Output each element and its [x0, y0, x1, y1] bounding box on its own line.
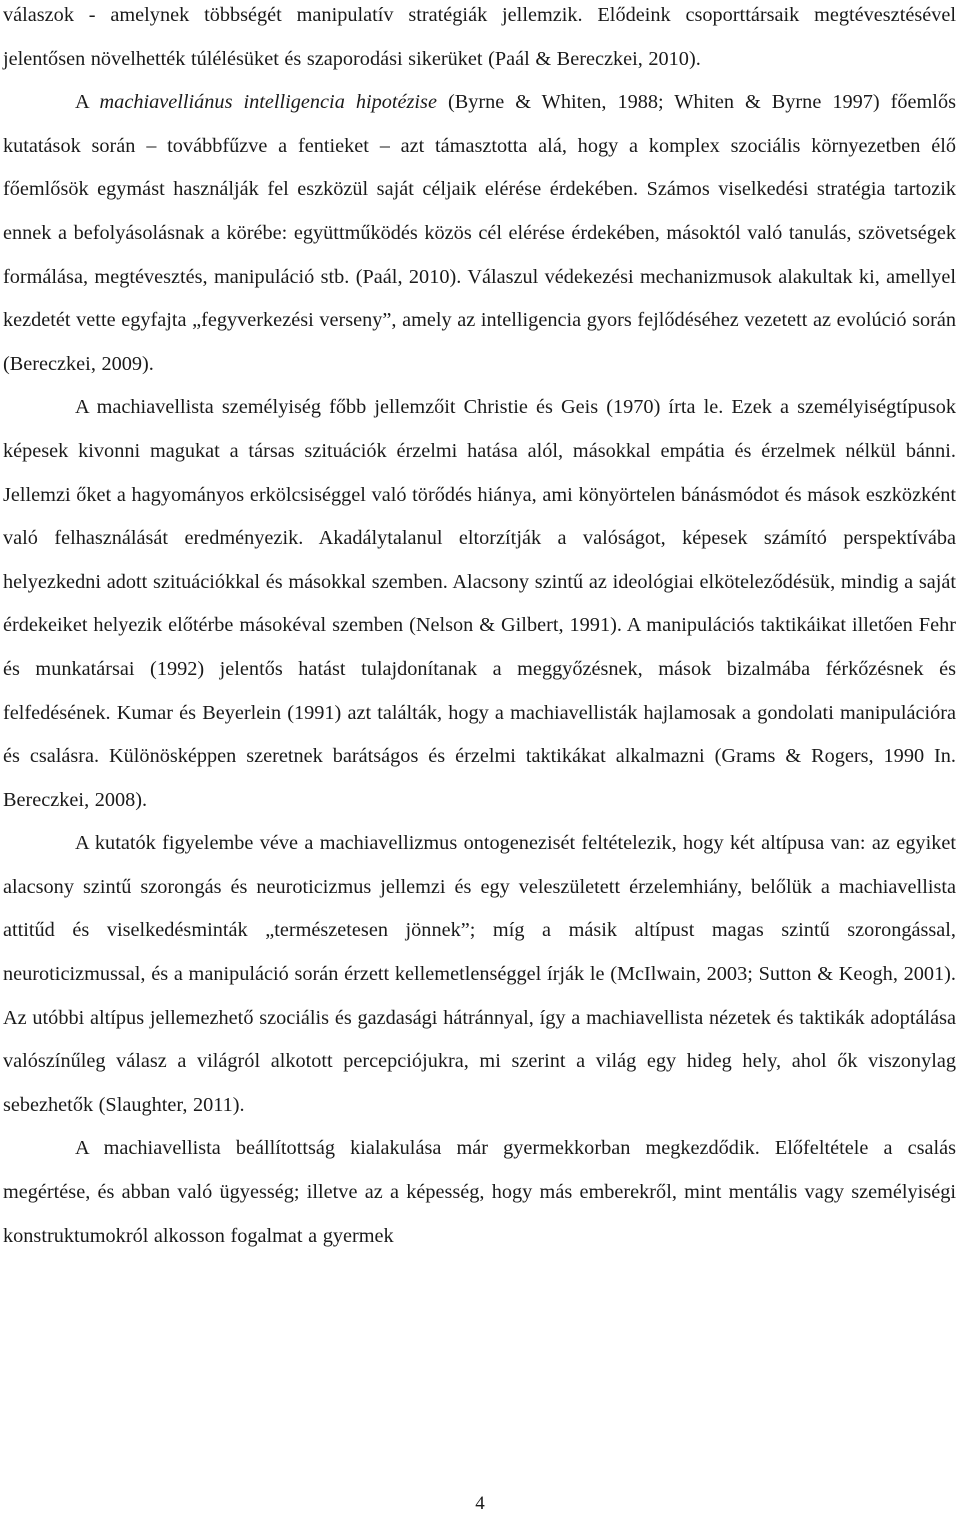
- paragraph-text: A kutatók figyelembe véve a machiavellizmus ontogenezisét feltételezik, hogy két altípusa van: az egyiket alacsony szintű szorongás és neuroticizmus jellemzi és egy veleszületett érzelemhiány, belőlük a machiavellista attitűd és viselkedésminták „természetesen jönnek”; míg a másik altípust magas szintű szorongással, neuroticizmussal, és a manipuláció során érzett kellemetlenséggel írják le (McIlwain, 2003; Sutton & Keogh, 2001). Az utóbbi altípus jellemezhető szociális és gazdasági hátránnyal, így a machiavellista nézetek és taktikák adoptálása valószínűleg válasz a világról alkotott percepciójukra, mi szerint a világ egy hideg hely, ahol ők viszonylag sebezhetők (Slaughter, 2011).: [3, 832, 956, 1116]
- paragraph-text: válaszok - amelynek többségét manipulatív stratégiák jellemzik. Elődeink csoporttársaik megtévesztésével jelentősen növelhették túlélésüket és szaporodási sikerüket (Paál & Bereczkei, 2010).: [3, 4, 956, 70]
- paragraph-3: [3, 386, 956, 822]
- paragraph-5: [3, 1127, 956, 1258]
- paragraph-1: [3, 0, 956, 81]
- paragraph-text: A machiavellista személyiség főbb jellemzőit Christie és Geis (1970) írta le. Ezek a személyiségtípusok képesek kivonni magukat a társas szituációk érzelmi hatása alól, másokkal empátia és érzelmek nélkül bánni. Jellemzi őket a hagyományos erkölcsiséggel való törődés hiánya, ami könyörtelen bánásmódot és mások eszközként való felhasználását eredményezik. Akadálytalanul eltorzítják a valóságot, képesek számító perspektívába helyezkedni adott szituációkkal és másokkal szemben. Alacsony szintű az ideológiai elköteleződésük, mindig a saját érdekeiket helyezik előtérbe másokéval szemben (Nelson & Gilbert, 1991). A manipulációs taktikáikat illetően Fehr és munkatársai (1992) jelentős hatást tulajdonítanak a meggyőzésnek, mások bizalmába férkőzésnek és felfedésének. Kumar és Beyerlein (1991) azt találták, hogy a machiavellisták hajlamosak a gondolati manipulációra és csalásra. Különösképpen szeretnek barátságos és érzelmi taktikákat alkalmazni (Grams & Rogers, 1990 In. Bereczkei, 2008).: [3, 396, 956, 811]
- document-page: [3, 0, 956, 1258]
- paragraph-text: (Byrne & Whiten, 1988; Whiten & Byrne 1997) főemlős kutatások során ⎯ továbbfűzve a fentieket ⎯ azt támasztotta alá, hogy a komplex szociális környezetben élő főemlősök egymást használják fel eszközül saját céljaik elérése érdekében. Számos viselkedési stratégia tartozik ennek a befolyásolásnak a körébe: együttműködés közös cél elérése érdekében, másoktól való tanulás, szövetségek formálása, megtévesztés, manipuláció stb. (Paál, 2010). Válaszul védekezési mechanizmusok alakultak ki, amellyel kezdetét vette egyfajta „fegyverkezési verseny”, amely az intelligencia gyors fejlődéséhez vezetett az evolúció során (Bereczkei, 2009).: [3, 91, 956, 375]
- paragraph-4: [3, 822, 956, 1127]
- paragraph-text: A: [75, 91, 100, 114]
- page-number: 4: [475, 1493, 485, 1514]
- paragraph-text: A machiavellista beállítottság kialakulása már gyermekkorban megkezdődik. Előfeltétele a csalás megértése, és abban való ügyesség; illetve az a képesség, hogy más emberekről, mint mentális vagy személyiségi konstruktumokról alkosson fogalmat a gyermek: [3, 1137, 956, 1247]
- paragraph-2: [3, 81, 956, 386]
- italic-term: machiavelliánus intelligencia hipotézise: [99, 91, 437, 114]
